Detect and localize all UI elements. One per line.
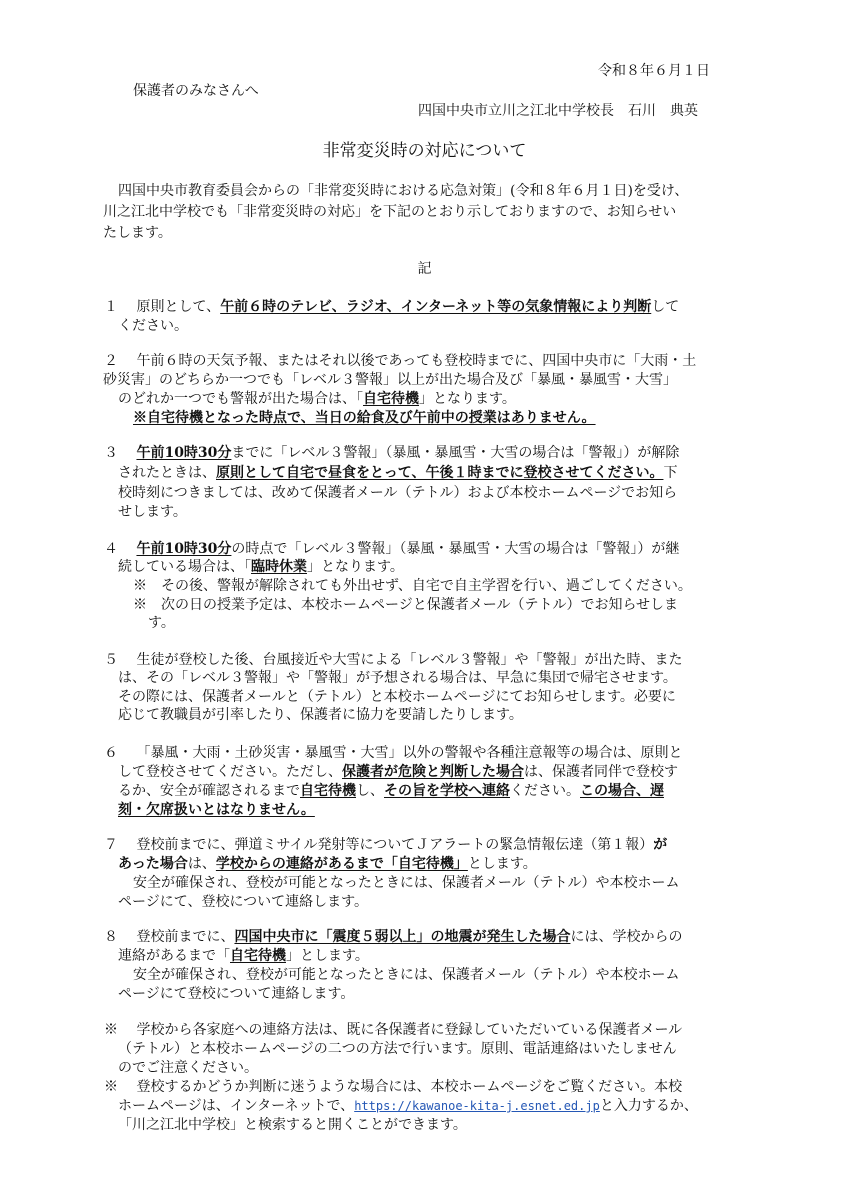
item-7-line-4: ページにて、登校について連絡します。 [118, 894, 369, 910]
emphasis: 自宅待機 [300, 783, 356, 799]
item-3-line-3: 校時刻につきましては、改めて保護者メール（テトル）および本校ホームページでお知ら [118, 485, 678, 501]
emphasis: 自宅待機 [363, 391, 419, 407]
ki-heading: 記 [417, 261, 432, 277]
item-4-line-2: 続している場合は、「臨時休業」となります。 [118, 559, 404, 575]
intro-line-1: 四国中央市教育委員会からの「非常変災時における応急対策」(令和８年６月１日)を受け、 [118, 183, 689, 199]
emphasis: 原則として自宅で昼食をとって、午後１時までに登校させてください。 [216, 465, 664, 481]
item-6-line-3: るか、安全が確認されるまで自宅待機し、その旨を学校へ連絡ください。この場合、遅 [118, 783, 664, 799]
emphasis: 午前10時30分 [136, 445, 232, 461]
emphasis: 午前10時30分 [136, 541, 232, 557]
footnote-mark: ※ [104, 1079, 118, 1095]
item-3-line-1: ３ 午前10時30分までに「レベル３警報」（暴風・暴風雪・大雪の場合は「警報」）が解除 [104, 445, 680, 461]
school-url-link[interactable]: https://kawanoe-kita-j.esnet.ed.jp [354, 1099, 600, 1113]
sender: 四国中央市立川之江北中学校長 石川 典英 [418, 103, 698, 119]
item-number: ２ [104, 353, 118, 369]
item-4-note-2-cont: す。 [148, 615, 175, 631]
item-6-line-4: 刻・欠席扱いとはなりません。 [118, 802, 315, 818]
footnote-2-line-2: ホームページは、インターネットで、https://kawanoe-kita-j.esnet.ed.jpと入力するか、 [118, 1098, 698, 1114]
item-7-line-1: ７ 登校前までに、弾道ミサイル発射等についてＪアラートの緊急情報伝達（第１報）が [104, 837, 668, 853]
emphasis: その旨を学校へ連絡 [384, 783, 510, 799]
item-3-line-4: せします。 [118, 504, 187, 520]
item-7-line-3: 安全が確保され、登校が可能となったときには、保護者メール（テトル）や本校ホーム [133, 875, 680, 891]
emphasis: この場合、遅 [580, 783, 664, 799]
item-number: ７ [104, 837, 118, 853]
item-8-line-2: 連絡があるまで「自宅待機」とします。 [118, 948, 369, 964]
recipient: 保護者のみなさんへ [133, 83, 259, 99]
item-4-line-1: ４ 午前10時30分の時点で「レベル３警報」（暴風・暴風雪・大雪の場合は「警報」）が継 [104, 541, 680, 557]
item-8-line-4: ページにて登校について連絡します。 [118, 986, 355, 1002]
intro-line-3: たします。 [103, 225, 172, 241]
item-7-line-2: あった場合は、学校からの連絡があるまで「自宅待機」とします。 [118, 856, 537, 872]
item-6-line-1: ６ 「暴風・大雨・土砂災害・暴風雪・大雪」以外の警報や各種注意報等の場合は、原則と [104, 745, 683, 761]
footnote-mark: ※ [104, 1022, 118, 1038]
emphasis: あった場合 [118, 856, 188, 872]
emphasis: 午前６時のテレビ、ラジオ、インターネット等の気象情報により判断 [220, 299, 652, 315]
emphasis: が [653, 837, 668, 853]
item-8-line-1: ８ 登校前までに、四国中央市に「震度５弱以上」の地震が発生した場合には、学校からの [104, 929, 683, 945]
item-number: ８ [104, 929, 118, 945]
item-number: １ [104, 299, 118, 315]
footnote-1-line-3: のでご注意ください。 [118, 1060, 258, 1076]
emphasis: 四国中央市に「震度５弱以上」の地震が発生した場合 [234, 929, 571, 945]
emphasis: 学校からの連絡があるまで「自宅待機」 [215, 856, 468, 872]
item-number: ４ [104, 541, 118, 557]
item-5-line-1: ５ 生徒が登校した後、台風接近や大雪による「レベル３警報」や「警報」が出た時、また [104, 652, 683, 668]
emphasis: 保護者が危険と判断した場合 [342, 764, 524, 780]
emphasis: 自宅待機 [230, 948, 286, 964]
footnote-1-line-2: （テトル）と本校ホームページの二つの方法で行います。原則、電話連絡はいたしません [118, 1041, 677, 1057]
date: 令和８年６月１日 [598, 63, 710, 79]
item-4-note-2: ※ 次の日の授業予定は、本校ホームページと保護者メール（テトル）でお知らせしま [133, 597, 679, 613]
item-number: ６ [104, 745, 118, 761]
intro-line-2: 川之江北中学校でも「非常変災時の対応」を下記のとおり示しておりますので、お知らせい [103, 204, 677, 220]
item-2-line-3: のどれか一つでも警報が出た場合は、「自宅待機」となります。 [118, 391, 516, 407]
item-5-line-2: は、その「レベル３警報」や「警報」が予想される場合は、早急に集団で帰宅させます。 [118, 670, 677, 686]
item-8-line-3: 安全が確保され、登校が可能となったときには、保護者メール（テトル）や本校ホーム [133, 967, 680, 983]
item-number: ５ [104, 652, 118, 668]
item-3-line-2: されたときは、原則として自宅で昼食をとって、午後１時までに登校させてください。下 [118, 465, 678, 481]
item-6-line-2: して登校させてください。ただし、保護者が危険と判断した場合は、保護者同伴で登校す [118, 764, 678, 780]
item-2-line-2: 砂災害」のどちらか一つでも「レベル３警報」以上が出た場合及び「暴風・暴風雪・大雪」 [103, 372, 677, 388]
item-1-line-1: １ 原則として、午前６時のテレビ、ラジオ、インターネット等の気象情報により判断して [104, 299, 680, 315]
footnote-2-line-3: 「川之江北中学校」と検索すると開くことができます。 [118, 1117, 467, 1133]
item-5-line-4: 応じて教職員が引率したり、保護者に協力を要請したりします。 [118, 707, 523, 723]
item-4-note-1: ※ その後、警報が解除されても外出せず、自宅で自主学習を行い、過ごしてください。 [133, 578, 692, 594]
page-title: 非常変災時の対応について [322, 141, 527, 161]
emphasis: 臨時休業 [251, 559, 307, 575]
footnote-2-line-1: ※ 登校するかどうか判断に迷うような場合には、本校ホームページをご覧ください。本校 [104, 1079, 683, 1095]
item-1-line-2: ください。 [118, 318, 188, 334]
footnote-1-line-1: ※ 学校から各家庭への連絡方法は、既に各保護者に登録していただいている保護者メール [104, 1022, 683, 1038]
item-number: ３ [104, 445, 118, 461]
item-5-line-3: その際には、保護者メールと（テトル）と本校ホームページにてお知らせします。必要に [118, 689, 676, 705]
item-2-line-1: ２ 午前６時の天気予報、またはそれ以後であっても登校時までに、四国中央市に「大雨・土 [104, 353, 697, 369]
item-2-note: ※自宅待機となった時点で、当日の給食及び午前中の授業はありません。 [133, 410, 596, 426]
